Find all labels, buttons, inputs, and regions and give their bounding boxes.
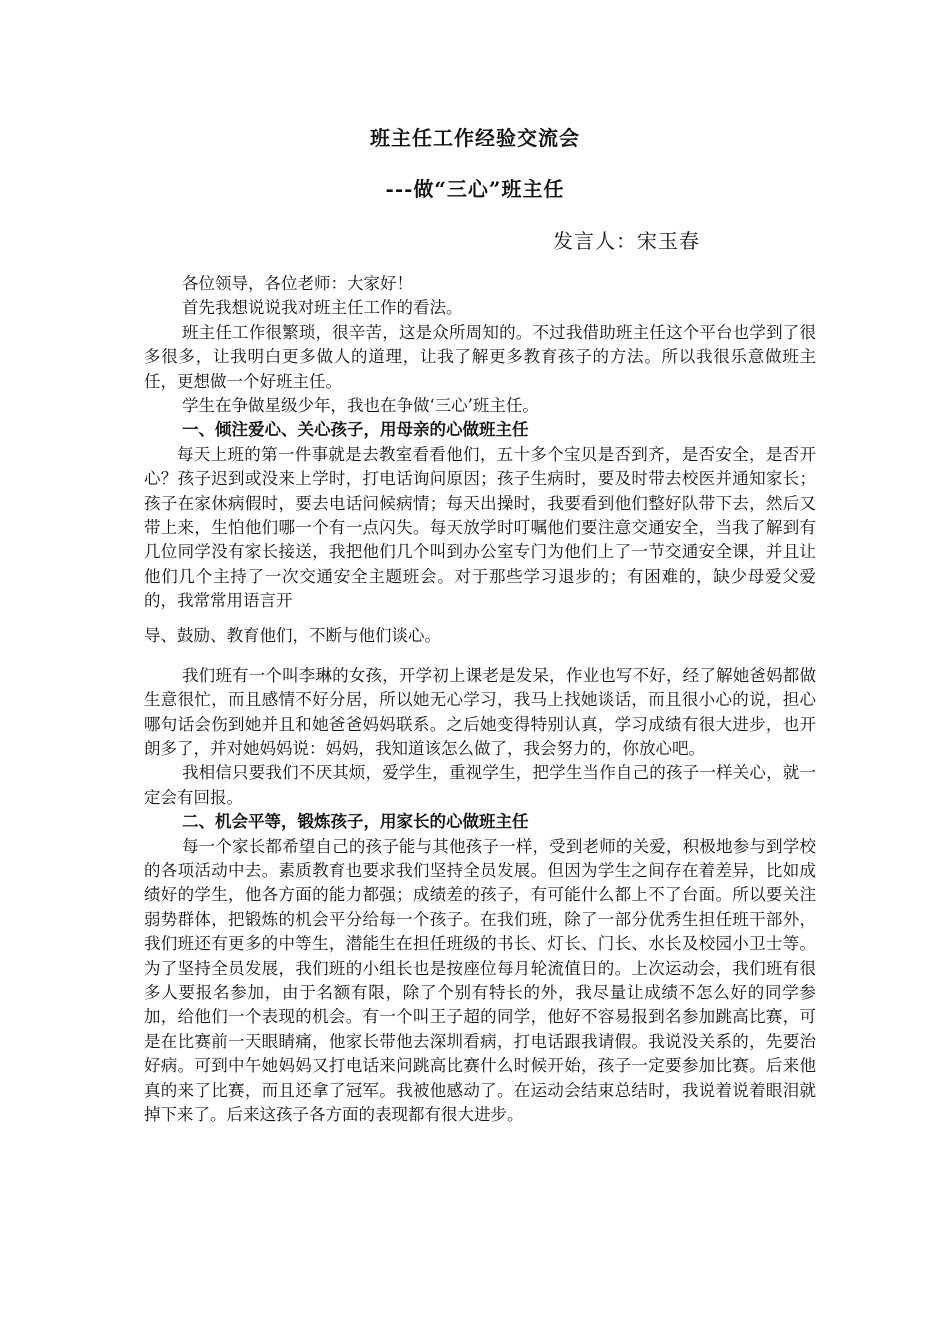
paragraph-greeting: 各位领导，各位老师：大家好！	[181, 274, 413, 293]
paragraph-three-hearts: 学生在争做星级少年，我也在争做‘三心’班主任。	[181, 396, 539, 416]
section-heading-2: 二、机会平等，锻炼孩子，用家长的心做班主任	[181, 812, 529, 832]
document-body	[144, 272, 816, 1127]
speaker-line: 发言人：宋玉春	[553, 229, 700, 253]
section-heading-1: 一、倾注爱心、关心孩子，用母亲的心做班主任	[181, 420, 529, 440]
paragraph-daily-care: 每天上班的第一件事就是去教室看看他们，五十多个宝贝是否到齐，是否安全，是否开心？孩子迟到或没来上学时，打电话询问原因；孩子生病时，要及时带去校医并通知家长；孩子在家休病假时，要去电话问候病情；每天出操时，我要看到他们整好队带下去，然后又带上来，生怕他们哪一个有一点闪失。每天放学时叮嘱他们要注意交通安全，当我了解到有几位同学没有家长接送，我把他们几个叫到办公室专门为他们上了一节交通安全课，并且让他们几个主持了一次交通安全主题班会。对于那些学习退步的；有困难的，缺少母爱父爱的，我常常用语言开	[144, 444, 816, 611]
paragraph-intro: 首先我想说说我对班主任工作的看法。	[181, 298, 463, 318]
paragraph-equal-chances: 每一个家长都希望自己的孩子能与其他孩子一样，受到老师的关爱，积极地参与到学校的各项活动中去。素质教育也要求我们坚持全员发展。但因为学生之间存在着差异，比如成绩好的学生，他各方面的能力都强；成绩差的孩子，有可能什么都上不了台面。所以要关注弱势群体，把锻炼的机会平分给每一个孩子。在我们班，除了一部分优秀生担任班干部外，我们班还有更多的中等生，潜能生在担任班级的书长、灯长、门长、水长及校园小卫士等。为了坚持全员发展，我们班的小组长也是按座位每月轮流值日的。上次运动会，我们班有很多人要报名参加，由于名额有限，除了个别有特长的外，我尽量让成绩不怎么好的同学参加，给他们一个表现的机会。有一个叫王子超的同学，他好不容易报到名参加跳高比赛，可是在比赛前一天眼睛痛，他家长带他去深圳看病，打电话跟我请假。我说没关系的，先要治好病。可到中午她妈妈又打电话来问跳高比赛什么时候开始，孩子一定要参加比赛。后来他真的来了比赛，而且还拿了冠军。我被他感动了。在运动会结束总结时，我说着说着眼泪就掉下来了。后来这孩子各方面的表现都有很大进步。	[144, 836, 816, 1124]
paragraph-view: 班主任工作很繁琐，很辛苦，这是众所周知的。不过我借助班主任这个平台也学到了很多很多，让我明白更多做人的道理，让我了解更多教育孩子的方法。所以我很乐意做班主任，更想做一个好班主任。	[144, 322, 816, 391]
paragraph-daily-care-end: 导、鼓励、教育他们，不断与他们谈心。	[144, 625, 441, 645]
paragraph-li-lin: 我们班有一个叫李琳的女孩，开学初上课老是发呆，作业也写不好，经了解她爸妈都做生意很忙，而且感情不好分居，所以她无心学习，我马上找她谈话，而且很小心的说，担心哪句话会伤到她并且和她爸爸妈妈联系。之后她变得特别认真，学习成绩有很大进步，也开朗多了，并对她妈妈说：妈妈，我知道该怎么做了，我会努力的，你放心吧。	[144, 665, 816, 758]
document-title: 班主任工作经验交流会	[370, 126, 580, 150]
paragraph-belief: 我相信只要我们不厌其烦，爱学生，重视学生，把学生当作自己的孩子一样关心，就一定会有回报。	[144, 763, 816, 807]
document-subtitle: ---做“三心”班主任	[385, 177, 565, 201]
